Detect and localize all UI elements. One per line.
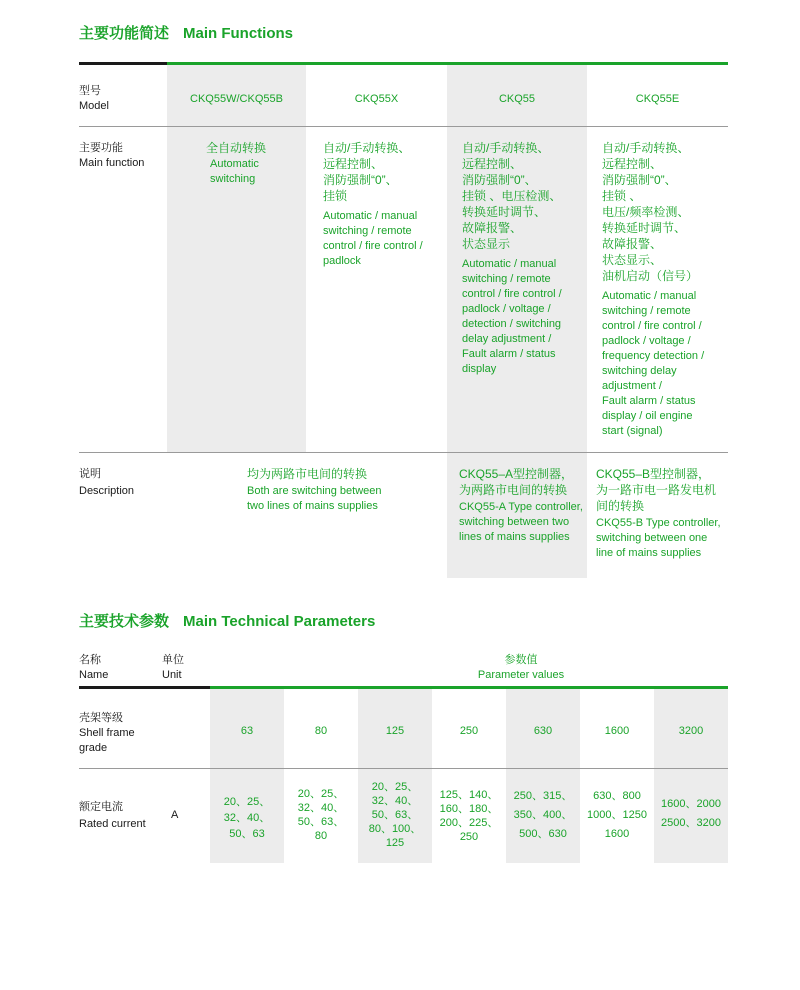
desc-label-en: Description — [79, 485, 135, 497]
desc-cell-3 — [596, 466, 728, 561]
function-label-en: Main function — [79, 157, 145, 169]
model-4: CKQ55E — [635, 93, 680, 105]
current-values-1: 20、25、 32、40、 50、63 — [223, 796, 271, 840]
shell-label-cn: 壳架等级 — [79, 712, 123, 724]
tech-params-title-cn: 主要技术参数 — [79, 613, 170, 630]
current-values-7: 1600、2000 2500、3200 — [661, 798, 721, 829]
model-label — [79, 84, 109, 114]
current-values-3: 20、25、 32、40、 50、63、 80、100、 125 — [368, 781, 422, 849]
current-label-cn: 额定电流 — [79, 801, 123, 813]
desc-en-3: CKQ55-B Type controller, switching between one line of mains supplies — [596, 517, 721, 559]
current-values-4: 125、140、 160、180、 200、225、 250 — [439, 789, 499, 843]
function-cn-3: 自动/手动转换、 远程控制、 消防强制“0”、 挂锁 、电压检测、 转换延时调节、 故障报警、 状态显示 — [462, 141, 562, 251]
desc-cn-2: CKQ55–A型控制器， 为两路市电间的转换 — [459, 467, 574, 497]
model-1: CKQ55W/CKQ55B — [190, 93, 283, 105]
desc-cn-3: CKQ55–B型控制器， 为一路市电一路发电机 间的转换 — [596, 467, 717, 513]
current-label-en: Rated current — [79, 818, 146, 830]
grade-5: 630 — [533, 725, 553, 737]
desc-label-cn: 说明 — [79, 468, 101, 480]
shell-label — [79, 711, 135, 756]
grade-3: 125 — [385, 725, 405, 737]
rule-green — [210, 686, 728, 689]
rule-black — [79, 62, 167, 65]
current-unit: A — [171, 809, 179, 821]
current-values-6: 630、800 1000、1250 1600 — [587, 790, 647, 840]
main-functions-title — [79, 22, 293, 43]
model-3: CKQ55 — [498, 93, 536, 105]
shade-param-7 — [654, 689, 728, 863]
name-header-en: Name — [79, 669, 109, 681]
values-header — [406, 653, 636, 683]
function-cell-4 — [602, 140, 728, 439]
divider — [79, 452, 728, 453]
values-header-en: Parameter values — [477, 669, 565, 681]
desc-en-1: Both are switching between two lines of mains supplies — [247, 485, 382, 512]
shell-label-en: Shell frame grade — [79, 727, 135, 754]
function-cn-1: 全自动转换 — [206, 141, 267, 155]
function-cell-3 — [462, 140, 587, 377]
desc-cell-1 — [247, 466, 442, 514]
function-en-1: Automatic switching — [210, 158, 259, 185]
tech-params-title-en: Main Technical Parameters — [183, 613, 376, 630]
desc-cn-1: 均为两路市电间的转换 — [247, 467, 368, 481]
function-label-cn: 主要功能 — [79, 142, 123, 154]
model-label-cn: 型号 — [79, 85, 101, 97]
function-en-3: Automatic / manual switching / remote control / fire control / padlock / voltage / detection / switching delay adjustment / Fault alarm / status display — [462, 258, 562, 375]
function-cn-2: 自动/手动转换、 远程控制、 消防强制“0”、 挂锁 — [323, 141, 411, 203]
desc-en-2: CKQ55-A Type controller, switching between two lines of mains supplies — [459, 501, 583, 543]
grade-4: 250 — [459, 725, 479, 737]
current-label — [79, 800, 146, 832]
function-cell-2 — [323, 140, 447, 269]
function-cell-1 — [206, 140, 306, 187]
grade-1: 63 — [240, 725, 254, 737]
divider — [79, 768, 728, 769]
name-header-cn: 名称 — [79, 654, 101, 666]
function-cn-4: 自动/手动转换、 远程控制、 消防强制“0”、 挂锁 、 电压/频率检测、 转换延时调节、 故障报警、 状态显示、 油机启动（信号） — [602, 141, 699, 283]
current-values-5: 250、315、 350、400、 500、630 — [513, 790, 573, 840]
model-label-en: Model — [79, 100, 109, 112]
desc-cell-2 — [459, 466, 587, 545]
values-header-cn: 参数值 — [504, 654, 538, 666]
model-2: CKQ55X — [354, 93, 399, 105]
rule-black — [79, 686, 210, 689]
function-en-4: Automatic / manual switching / remote control / fire control / padlock / voltage / frequency detection / switching delay adjustment / Fault alarm / status display / oil engine start (signal) — [602, 290, 705, 437]
main-functions-title-cn: 主要功能简述 — [79, 25, 170, 42]
shade-col-1 — [167, 64, 306, 452]
grade-7: 3200 — [678, 725, 704, 737]
unit-header-cn: 单位 — [162, 654, 184, 666]
desc-label — [79, 467, 134, 499]
unit-header-en: Unit — [162, 669, 182, 681]
function-en-2: Automatic / manual switching / remote control / fire control / padlock — [323, 210, 423, 267]
divider — [79, 126, 728, 127]
grade-6: 1600 — [604, 725, 630, 737]
name-header — [79, 653, 108, 683]
grade-2: 80 — [314, 725, 328, 737]
function-label — [79, 141, 144, 171]
unit-header — [162, 653, 184, 683]
tech-params-title — [79, 610, 375, 631]
main-functions-title-en: Main Functions — [183, 25, 294, 42]
current-values-2: 20、25、 32、40、 50、63、 80 — [297, 788, 345, 842]
rule-green — [167, 62, 728, 65]
